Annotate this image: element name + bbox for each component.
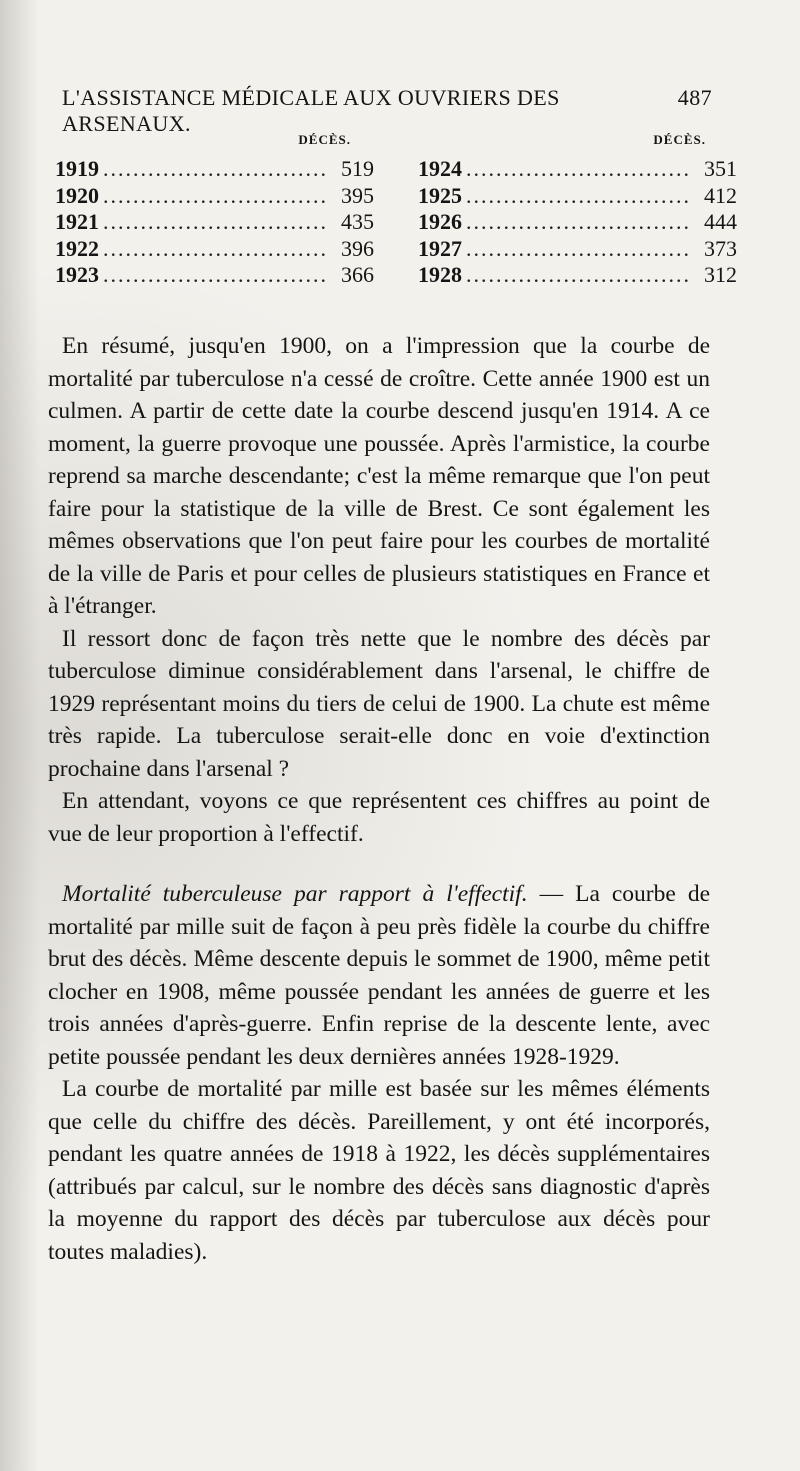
deaths-cell: 519 xyxy=(341,156,374,181)
deaths-cell: 444 xyxy=(704,209,737,234)
table-row xyxy=(55,235,374,263)
header-title: L'ASSISTANCE MÉDICALE AUX OUVRIERS DES ARSENAUX. xyxy=(62,85,560,136)
year-cell: 1928 xyxy=(418,262,462,287)
paragraph: La courbe de mortalité par mille est basée sur les mêmes éléments que celle du chiffre des décès. Pareillement, y ont été incorporés, pendant les quatre années de 1918 à 1922, les décès supplémentaires (attribués par calcul, sur le nombre des décès sans diagnostic d'après la moyenne du rapport des décès par tuberculose aux décès pour toutes maladies). xyxy=(48,1076,710,1265)
leader-dots: .............................. xyxy=(103,156,328,181)
deaths-cell: 395 xyxy=(341,182,374,208)
year-cell: 1924 xyxy=(418,156,462,181)
leader-dots: .............................. xyxy=(466,262,691,287)
leader-dots: .............................. xyxy=(466,182,691,208)
paragraph xyxy=(48,878,710,1073)
deaths-table xyxy=(55,132,737,289)
table-row xyxy=(418,182,737,210)
table-row xyxy=(55,156,374,183)
paragraph: Il ressort donc de façon très nette que le nombre des décès par tuberculose diminue considérablement dans l'arsenal, le chiffre de 1929 représentant moins du tiers de celui de 1900. La chute est même très rapide. La tuberculose serait-elle donc en voie d'extinction prochaine dans l'arsenal ? xyxy=(48,625,710,782)
column-header-right: DÉCÈS. xyxy=(653,132,706,147)
deaths-cell: 412 xyxy=(704,182,737,208)
paragraph: En attendant, voyons ce que représentent ces chiffres au point de vue de leur proportion à l'effectif. xyxy=(48,788,710,847)
leader-dots: .............................. xyxy=(466,209,691,234)
deaths-cell: 373 xyxy=(704,235,737,261)
table-row xyxy=(418,156,737,183)
year-cell: 1920 xyxy=(55,182,99,208)
page-number: 487 xyxy=(677,85,712,110)
table-row xyxy=(55,182,374,210)
section-heading: Mortalité tuberculeuse par rapport à l'effectif. xyxy=(62,881,528,907)
deaths-column-left xyxy=(55,132,374,289)
deaths-cell: 366 xyxy=(341,262,374,287)
year-cell: 1922 xyxy=(55,235,99,261)
body-text xyxy=(48,330,710,1268)
paragraph-text: — La courbe de mortalité par mille suit de façon à peu près fidèle la courbe du chiffre brut des décès. Même descente depuis le sommet de 1900, même petit clocher en 1908, même poussée pendant les années de guerre et les trois années d'après-guerre. Enfin reprise de la descente lente, avec petite poussée pendant les deux dernières années 1928-1929. xyxy=(48,881,710,1070)
table-row xyxy=(418,235,737,263)
leader-dots: .............................. xyxy=(103,209,328,234)
table-row xyxy=(55,209,374,236)
table-row xyxy=(55,262,374,289)
running-header xyxy=(62,85,712,137)
deaths-column-right xyxy=(418,132,737,289)
leader-dots: .............................. xyxy=(466,235,691,261)
leader-dots: .............................. xyxy=(103,262,328,287)
year-cell: 1923 xyxy=(55,262,99,287)
year-cell: 1927 xyxy=(418,235,462,261)
table-row xyxy=(418,209,737,236)
deaths-cell: 351 xyxy=(704,156,737,181)
deaths-cell: 396 xyxy=(341,235,374,261)
table-row xyxy=(418,262,737,289)
year-cell: 1921 xyxy=(55,209,99,234)
year-cell: 1919 xyxy=(55,156,99,181)
paragraph: En résumé, jusqu'en 1900, on a l'impression que la courbe de mortalité par tuberculose n'a cessé de croître. Cette année 1900 est un culmen. A partir de cette date la courbe descend jusqu'en 1914. A ce moment, la guerre provoque une poussée. Après l'armistice, la courbe reprend sa marche descendante; c'est la même remarque que l'on peut faire pour la statistique de la ville de Brest. Ce sont également les mêmes observations que l'on peut faire pour les courbes de mortalité de la ville de Paris et pour celles de plusieurs statistiques en France et à l'étranger. xyxy=(48,333,710,619)
leader-dots: .............................. xyxy=(103,182,328,208)
leader-dots: .............................. xyxy=(466,156,691,181)
deaths-cell: 312 xyxy=(704,262,737,287)
deaths-cell: 435 xyxy=(341,209,374,234)
year-cell: 1926 xyxy=(418,209,462,234)
year-cell: 1925 xyxy=(418,182,462,208)
leader-dots: .............................. xyxy=(103,235,328,261)
column-header-left: DÉCÈS. xyxy=(298,132,351,147)
